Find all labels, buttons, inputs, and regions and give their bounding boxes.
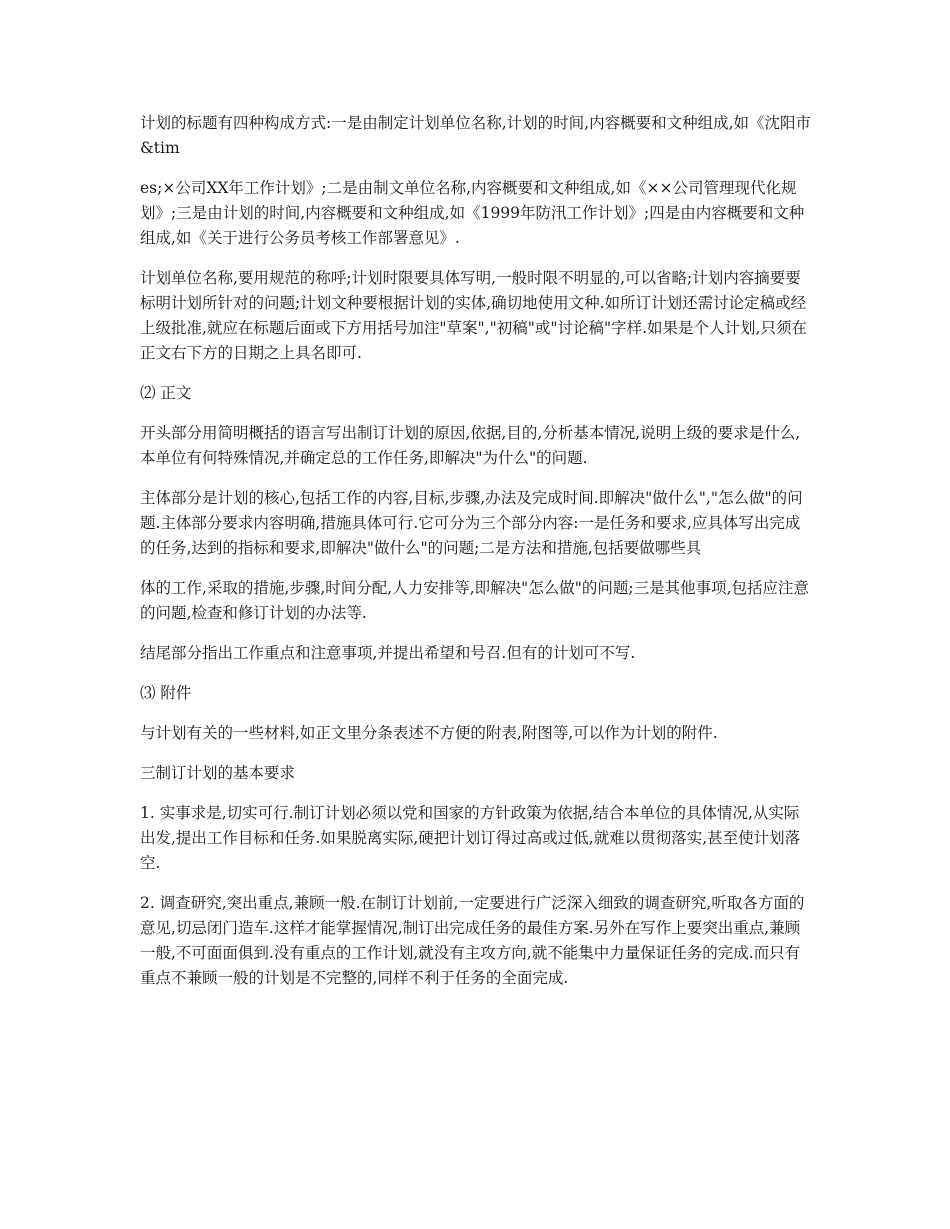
paragraph-ending: 结尾部分指出工作重点和注意事项,并提出希望和号召.但有的计划可不写. bbox=[140, 644, 636, 662]
list-item-requirement-1: 1. 实事求是,切实可行.制订计划必须以党和国家的方针政策为依据,结合本单位的具体情况,从实际出发,提出工作目标和任务.如果脱离实际,硬把计划订得过高或过低,就难以贯彻落实,甚至使计划落空. bbox=[140, 804, 801, 872]
section-heading-body: ⑵ 正文 bbox=[140, 384, 192, 402]
paragraph-title-forms-part2: es;×公司XX年工作计划》;二是由制文单位名称,内容概要和文种组成,如《××公司管理现代化规划》;三是由计划的时间,内容概要和文种组成,如《1999年防汛工作计划》;四是由内容概要和文种组成,如《关于进行公务员考核工作部署意见》. bbox=[140, 179, 805, 247]
paragraph-main-part2: 体的工作,采取的措施,步骤,时间分配,人力安排等,即解决"怎么做"的问题;三是其他事项,包括应注意的问题,检查和修订计划的办法等. bbox=[140, 579, 810, 622]
section-heading-requirements: 三制订计划的基本要求 bbox=[140, 764, 296, 782]
paragraph-main-part1: 主体部分是计划的核心,包括工作的内容,目标,步骤,办法及完成时间.即解决"做什么","怎么做"的问题.主体部分要求内容明确,措施具体可行.它可分为三个部分内容:一是任务和要求,应具体写出完成的任务,达到的指标和要求,即解决"做什么"的问题;二是方法和措施,包括要做哪些具 bbox=[140, 489, 803, 557]
document-body bbox=[140, 111, 812, 1006]
list-item-requirement-2: 2. 调查研究,突出重点,兼顾一般.在制订计划前,一定要进行广泛深入细致的调查研究,听取各方面的意见,切忌闭门造车.这样才能掌握情况,制订出完成任务的最佳方案.另外在写作上要突出重点,兼顾一般,不可面面俱到.没有重点的工作计划,就没有主攻方向,就不能集中力量保证任务的完成.而只有重点不兼顾一般的计划是不完整的,同样不利于任务的全面完成. bbox=[140, 894, 805, 987]
section-heading-attachment: ⑶ 附件 bbox=[140, 684, 192, 702]
paragraph-title-forms-part1: 计划的标题有四种构成方式:一是由制定计划单位名称,计划的时间,内容概要和文种组成,如《沈阳市&tim bbox=[140, 114, 812, 157]
paragraph-opening: 开头部分用简明概括的语言写出制订计划的原因,依据,目的,分析基本情况,说明上级的要求是什么,本单位有何特殊情况,并确定总的工作任务,即解决"为什么"的问题. bbox=[140, 424, 801, 467]
paragraph-attachment: 与计划有关的一些材料,如正文里分条表述不方便的附表,附图等,可以作为计划的附件. bbox=[140, 724, 718, 742]
paragraph-unit-name: 计划单位名称,要用规范的称呼;计划时限要具体写明,一般时限不明显的,可以省略;计划内容摘要要标明计划所针对的问题;计划文种要根据计划的实体,确切地使用文种.如所订计划还需讨论定稿或经上级批准,就应在标题后面或下方用括号加注"草案","初稿"或"讨论稿"字样.如果是个人计划,只须在正文右下方的日期之上具名即可. bbox=[140, 269, 807, 362]
